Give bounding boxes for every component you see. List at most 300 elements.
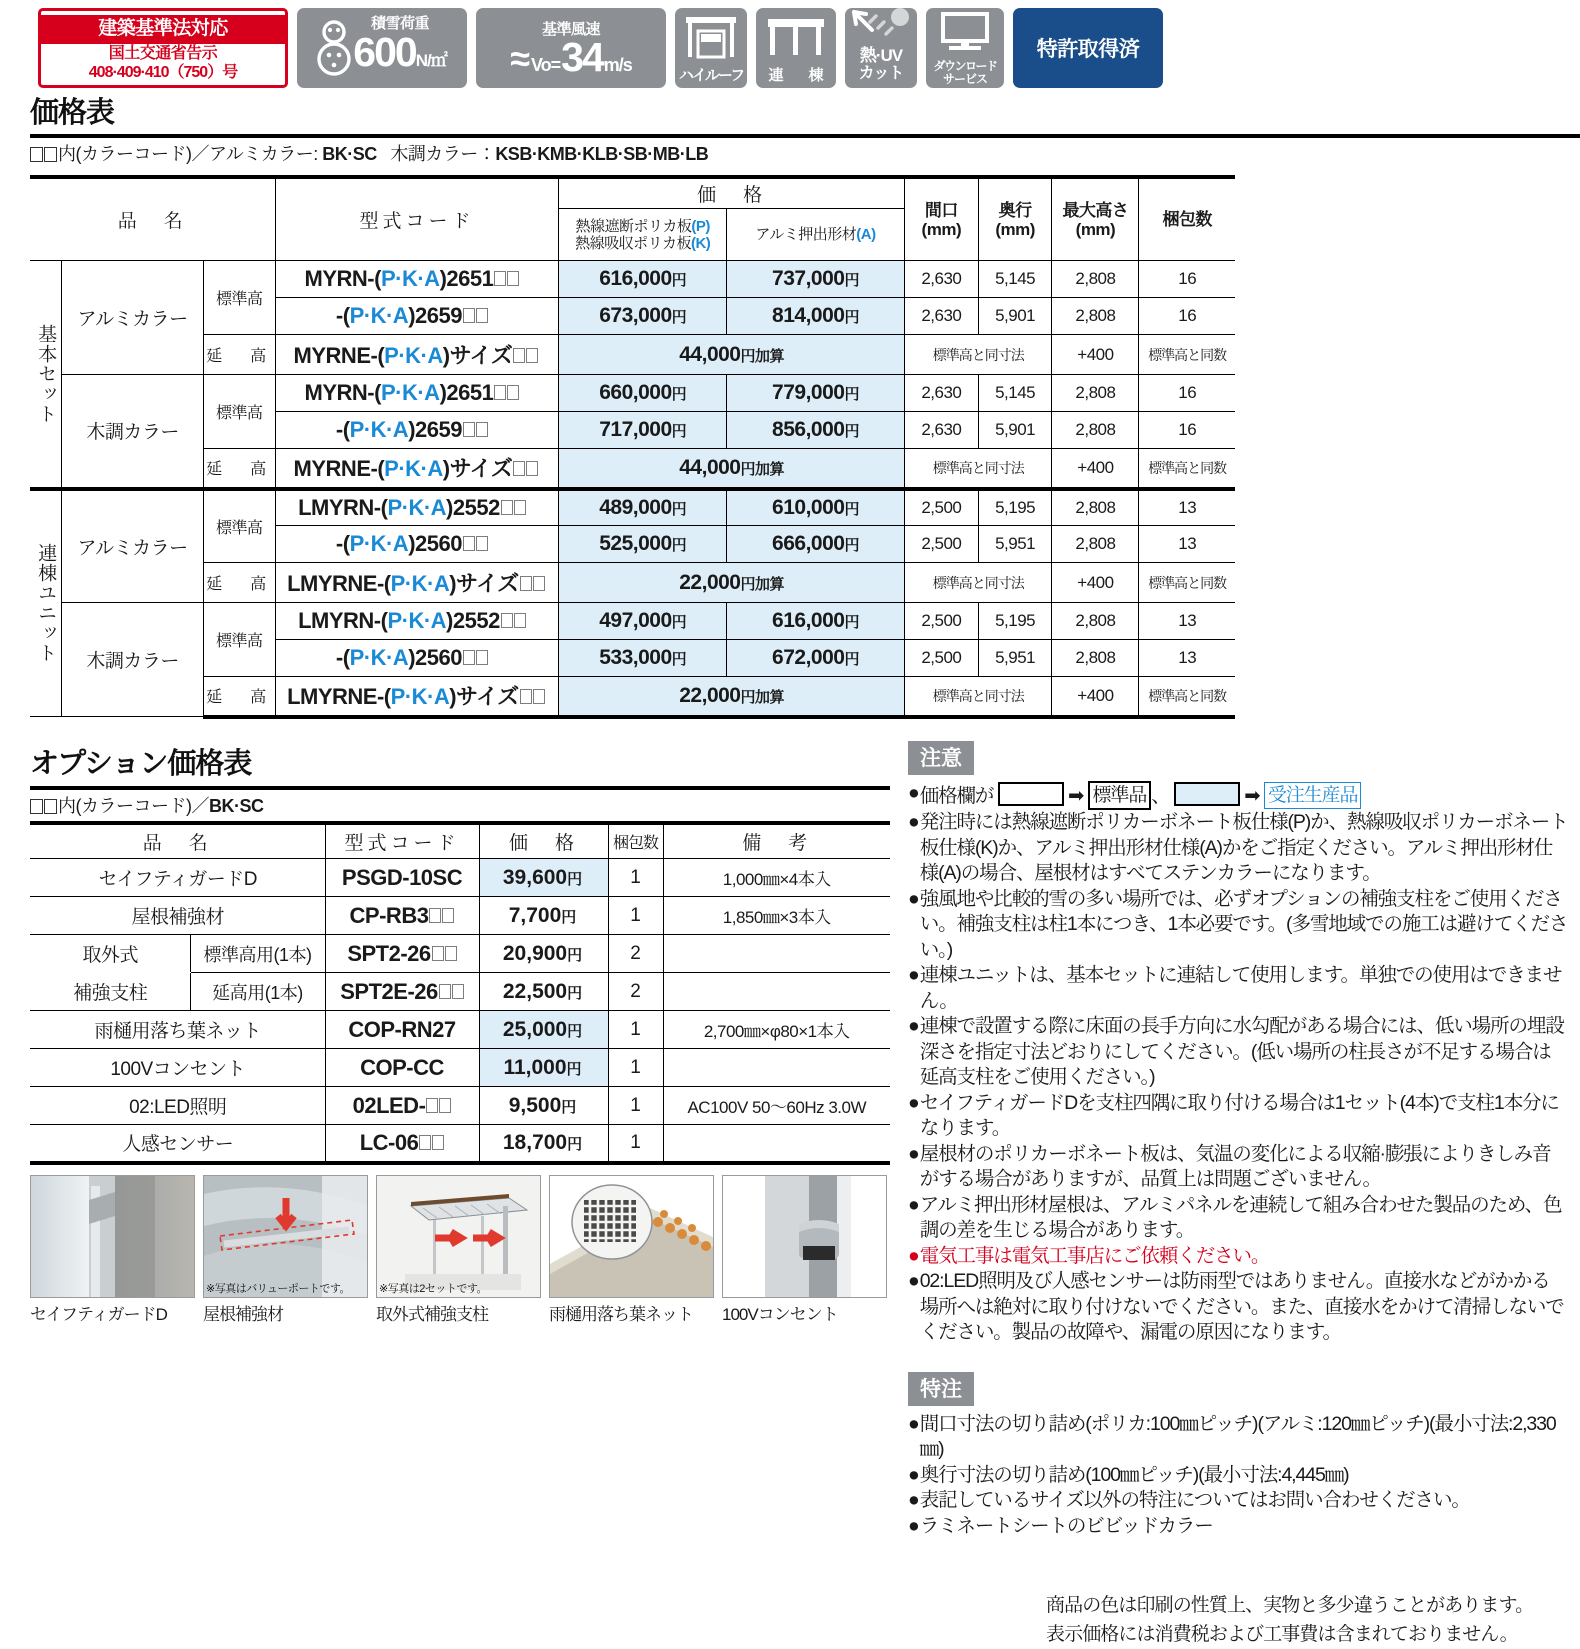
color-label: アルミカラー — [62, 489, 203, 603]
footer-line2: 表示価格には消費税および工事費は含まれておりません。 — [1046, 1620, 1568, 1649]
thumbnail-note: ※写真は2セットです。 — [379, 1280, 487, 1296]
option-row — [30, 973, 890, 1011]
option-remarks: 1,000㎜×4本入 — [663, 859, 890, 897]
max-height-value: 2,808 — [1052, 603, 1139, 640]
options-column — [30, 741, 890, 1649]
depth-value: 5,901 — [978, 412, 1052, 449]
max-height-value: 2,808 — [1052, 412, 1139, 449]
thumbnail-caption: 屋根補強材 — [203, 1298, 368, 1325]
price-section-header — [0, 88, 1580, 169]
price-polycarbonate: 673,000円 — [559, 298, 727, 335]
price-surcharge: 44,000円加算 — [559, 335, 905, 375]
tokuchu-section — [908, 1346, 1568, 1540]
option-row — [30, 1087, 890, 1125]
height-label: 標準高 — [203, 375, 275, 449]
color-box-icon — [44, 147, 57, 162]
option-thumbnail — [722, 1175, 887, 1325]
table-row-extended-height — [30, 677, 1235, 717]
height-label: 標準高 — [203, 603, 275, 677]
color-code-box-icon — [507, 271, 519, 286]
price-alumi: 610,000円 — [727, 489, 905, 526]
max-height-value: 2,808 — [1052, 375, 1139, 412]
depth-value: 5,195 — [978, 489, 1052, 526]
color-code-box-icon — [533, 689, 545, 704]
notice-text: 屋根材のポリカーボネート板は、気温の変化による収縮·膨張によりきしみ音がする場合がありますが、品質上は問題ございません。 — [920, 1142, 1568, 1193]
tokuchu-text: 間口寸法の切り詰め(ポリカ:100㎜ピッチ)(アルミ:120㎜ピッチ)(最小寸法:2,330㎜) — [920, 1412, 1568, 1463]
width-value: 2,630 — [904, 298, 978, 335]
width-value: 2,630 — [904, 261, 978, 298]
model-code: MYRNE-(P·K·A)サイズ — [275, 335, 559, 375]
color-code-box-icon — [439, 1098, 451, 1113]
price-surcharge: 22,000円加算 — [559, 677, 905, 717]
price-alumi: 814,000円 — [727, 298, 905, 335]
bullet-icon: ● — [908, 1269, 920, 1346]
bullet-icon: ● — [908, 1463, 920, 1489]
option-packages: 1 — [608, 1011, 663, 1049]
model-code: LMYRN-(P·K·A)2552 — [275, 603, 559, 640]
bullet-icon: ● — [908, 887, 920, 964]
width-value: 2,500 — [904, 640, 978, 677]
badge-download-service[interactable] — [926, 8, 1004, 88]
multi-bay-icon — [765, 13, 827, 66]
color-code-box-icon — [526, 461, 538, 476]
price-alumi: 666,000円 — [727, 526, 905, 563]
th-max-height: 最大高さ (mm) — [1052, 177, 1139, 261]
model-code: LMYRNE-(P·K·A)サイズ — [275, 677, 559, 717]
packages-value: 16 — [1139, 298, 1235, 335]
max-height-value: 2,808 — [1052, 298, 1139, 335]
price-section-title: 価格表 — [30, 90, 1580, 131]
table-row-extended-height — [30, 563, 1235, 603]
roof-reinforcement-photo — [203, 1175, 368, 1298]
group-label: 連棟ユニット — [30, 489, 62, 717]
option-price: 9,500円 — [479, 1087, 608, 1125]
dimensions-note: 標準高と同寸法 — [904, 449, 1052, 489]
option-thumbnail — [203, 1175, 368, 1325]
option-price: 18,700円 — [479, 1125, 608, 1163]
table-row — [30, 261, 1235, 298]
notice-item — [908, 1142, 1568, 1193]
color-code-box-icon — [463, 308, 475, 323]
color-code-box-icon — [426, 1098, 438, 1113]
price-colorcode-prefix: 内(カラーコード)／アルミカラー: — [58, 144, 318, 164]
option-thumbnail — [376, 1175, 541, 1325]
main-price-table — [30, 175, 1235, 719]
max-height-value: +400 — [1052, 335, 1139, 375]
color-code-box-icon — [476, 422, 488, 437]
notice-text: 発注時には熱線遮断ポリカーボネート板仕様(P)か、熱線吸収ポリカーボネート板仕様(K)か、アルミ押出形材仕様(A)かをご指定ください。アルミ押出形材仕様(A)の場合、屋根材はすべてステンカラーになります。 — [920, 810, 1568, 887]
price-polycarbonate: 489,000円 — [559, 489, 727, 526]
main-price-table-container — [0, 169, 1235, 719]
snow-load-label: 積雪荷重 — [371, 16, 429, 32]
color-box-icon — [44, 799, 57, 814]
width-value: 2,500 — [904, 603, 978, 640]
color-label: 木調カラー — [62, 603, 203, 717]
color-code-box-icon — [432, 946, 444, 961]
notices-column — [908, 741, 1568, 1649]
color-code-box-icon — [526, 348, 538, 363]
opt-th-price: 価 格 — [479, 823, 608, 859]
color-label: 木調カラー — [62, 375, 203, 489]
option-subname: 延高用(1本) — [190, 973, 325, 1011]
color-code-box-icon — [463, 536, 475, 551]
packages-note: 標準高と同数 — [1139, 449, 1235, 489]
model-code: MYRN-(P·K·A)2651 — [275, 375, 559, 412]
option-thumbnail — [549, 1175, 714, 1325]
notice-text: 連棟で設置する際に床面の長手方向に水勾配がある場合には、低い場所の埋設深さを指定寸法どおりにしてください。(低い場所の柱長さが不足する場合は延高支柱をご使用ください。) — [920, 1014, 1568, 1091]
gutter-leaf-net-photo — [549, 1175, 714, 1298]
price-alumi: 672,000円 — [727, 640, 905, 677]
snowman-icon — [317, 19, 351, 77]
opt-th-packages: 梱包数 — [608, 823, 663, 859]
model-code: MYRNE-(P·K·A)サイズ — [275, 449, 559, 489]
option-remarks: AC100V 50〜60Hz 3.0W — [663, 1087, 890, 1125]
badge-high-roof — [675, 8, 747, 88]
option-code: COP-RN27 — [325, 1011, 479, 1049]
option-price: 7,700円 — [479, 897, 608, 935]
color-code-box-icon — [463, 422, 475, 437]
table-row — [30, 603, 1235, 640]
price-polycarbonate: 497,000円 — [559, 603, 727, 640]
post-guard-photo — [30, 1175, 195, 1298]
option-name: 取外式 — [30, 935, 190, 973]
color-code-box-icon — [501, 613, 513, 628]
option-packages: 1 — [608, 859, 663, 897]
bullet-icon: ● — [908, 1193, 920, 1244]
notice-item — [908, 810, 1568, 887]
max-height-value: 2,808 — [1052, 489, 1139, 526]
bullet-icon: ● — [908, 781, 920, 811]
th-depth: 奥行 (mm) — [978, 177, 1052, 261]
dimensions-note: 標準高と同寸法 — [904, 563, 1052, 603]
option-code: 02LED- — [325, 1087, 479, 1125]
tokuchu-text: 奥行寸法の切り詰め(100㎜ピッチ)(最小寸法:4,445㎜) — [920, 1463, 1568, 1489]
snow-load-value: 600 — [353, 32, 415, 72]
option-row — [30, 859, 890, 897]
option-packages: 1 — [608, 1087, 663, 1125]
color-code-box-icon — [452, 984, 464, 999]
model-code: LMYRNE-(P·K·A)サイズ — [275, 563, 559, 603]
snow-load-unit: N/㎡ — [416, 41, 447, 81]
law-line2: 408·409·410（750）号 — [89, 63, 237, 82]
table-row-extended-height — [30, 335, 1235, 375]
option-name: 100Vコンセント — [30, 1049, 325, 1087]
heat-uv-cut-icon — [848, 8, 914, 47]
price-alumi: 856,000円 — [727, 412, 905, 449]
notice-item — [908, 1269, 1568, 1346]
color-box-icon — [30, 799, 43, 814]
table-row — [30, 489, 1235, 526]
color-code-box-icon — [463, 650, 475, 665]
th-width: 間口 (mm) — [904, 177, 978, 261]
opt-th-name: 品 名 — [30, 823, 325, 859]
option-row — [30, 897, 890, 935]
arrow-icon: ➡ — [1068, 785, 1083, 807]
price-alumi: 779,000円 — [727, 375, 905, 412]
bullet-icon: ● — [908, 1488, 920, 1514]
max-height-value: +400 — [1052, 449, 1139, 489]
option-colorcode-line — [30, 790, 890, 821]
patent-label: 特許取得済 — [1037, 33, 1140, 63]
opt-th-code: 型式コード — [325, 823, 479, 859]
option-remarks — [663, 1125, 890, 1163]
price-polycarbonate: 717,000円 — [559, 412, 727, 449]
max-height-value: +400 — [1052, 563, 1139, 603]
model-code: LMYRN-(P·K·A)2552 — [275, 489, 559, 526]
arrow-icon: ➡ — [1244, 785, 1259, 807]
notice-heading: 注意 — [908, 741, 974, 775]
tokuchu-item — [908, 1463, 1568, 1489]
option-packages: 2 — [608, 935, 663, 973]
depth-value: 5,951 — [978, 640, 1052, 677]
notice-text: 強風地や比較的雪の多い場所では、必ずオプションの補強支柱をご使用ください。補強支柱は柱1本につき、1本必要です。(多雪地域での施工は避けてください。) — [920, 887, 1568, 964]
width-value: 2,630 — [904, 375, 978, 412]
option-remarks — [663, 1049, 890, 1087]
dimensions-note: 標準高と同寸法 — [904, 677, 1052, 717]
height-label-extended: 延 高 — [203, 563, 275, 603]
color-code-box-icon — [514, 613, 526, 628]
tokuchu-text: ラミネートシートのビビッドカラー — [920, 1514, 1568, 1540]
wood-colors: KSB·KMB·KLB·SB·MB·LB — [495, 144, 708, 164]
price-surcharge: 22,000円加算 — [559, 563, 905, 603]
outlet-photo — [722, 1175, 887, 1298]
model-code: MYRN-(P·K·A)2651 — [275, 261, 559, 298]
option-price: 39,600円 — [479, 859, 608, 897]
packages-note: 標準高と同数 — [1139, 677, 1235, 717]
option-code: SPT2E-26 — [325, 973, 479, 1011]
option-packages: 1 — [608, 1049, 663, 1087]
color-code-box-icon — [494, 385, 506, 400]
high-roof-label: ハイルーフ — [679, 68, 743, 84]
header-badge-bar — [0, 0, 1580, 88]
thumbnail-caption: 取外式補強支柱 — [376, 1298, 541, 1325]
wind-speed-value: 34 — [561, 38, 603, 76]
monitor-download-icon — [937, 11, 993, 60]
removable-support-post-photo — [376, 1175, 541, 1298]
color-code-box-icon — [514, 500, 526, 515]
thumbnail-caption: セイフティガードD — [30, 1298, 195, 1325]
badge-patent — [1013, 8, 1163, 88]
bullet-icon: ● — [908, 1514, 920, 1540]
color-label: アルミカラー — [62, 261, 203, 375]
notice-item — [908, 1193, 1568, 1244]
packages-value: 16 — [1139, 412, 1235, 449]
notice-list — [908, 810, 1568, 1346]
price-alumi: 616,000円 — [727, 603, 905, 640]
width-value: 2,630 — [904, 412, 978, 449]
table-row — [30, 375, 1235, 412]
option-row — [30, 1049, 890, 1087]
packages-value: 16 — [1139, 375, 1235, 412]
color-code-box-icon — [445, 946, 457, 961]
color-code-box-icon — [442, 908, 454, 923]
alumi-colors: BK·SC — [322, 144, 377, 164]
badge-heat-uv-cut — [845, 8, 917, 88]
max-height-value: 2,808 — [1052, 526, 1139, 563]
option-remarks — [663, 973, 890, 1011]
height-label-extended: 延 高 — [203, 449, 275, 489]
dimensions-note: 標準高と同寸法 — [904, 335, 1052, 375]
height-label: 標準高 — [203, 261, 275, 335]
carport-highroof-icon — [683, 13, 739, 66]
depth-value: 5,195 — [978, 603, 1052, 640]
option-code: LC-06 — [325, 1125, 479, 1163]
price-polycarbonate: 525,000円 — [559, 526, 727, 563]
notice-item — [908, 1091, 1568, 1142]
color-code-box-icon — [476, 536, 488, 551]
option-packages: 2 — [608, 973, 663, 1011]
th-price-polycarbonate: 熱線遮断ポリカ板(P) 熱線吸収ポリカ板(K) — [559, 209, 727, 261]
color-box-icon — [30, 147, 43, 162]
badge-building-standards-law — [38, 8, 288, 88]
max-height-value: 2,808 — [1052, 261, 1139, 298]
option-packages: 1 — [608, 897, 663, 935]
notice-item — [908, 1014, 1568, 1091]
model-code: -(P·K·A)2560 — [275, 526, 559, 563]
model-code: -(P·K·A)2560 — [275, 640, 559, 677]
option-remarks: 1,850㎜×3本入 — [663, 897, 890, 935]
wind-speed-unit: m/s — [604, 55, 632, 76]
bullet-icon: ● — [908, 1014, 920, 1091]
packages-value: 13 — [1139, 640, 1235, 677]
height-label-extended: 延 高 — [203, 335, 275, 375]
color-code-box-icon — [501, 500, 513, 515]
option-name: 屋根補強材 — [30, 897, 325, 935]
option-price: 25,000円 — [479, 1011, 608, 1049]
bullet-icon: ● — [908, 1244, 920, 1270]
color-code-box-icon — [513, 348, 525, 363]
notice-text: セイフティガードDを支柱四隅に取り付ける場合は1セット(4本)で支柱1本分になります。 — [920, 1091, 1568, 1142]
price-polycarbonate: 616,000円 — [559, 261, 727, 298]
color-code-box-icon — [476, 308, 488, 323]
color-code-box-icon — [533, 576, 545, 591]
height-label-extended: 延 高 — [203, 677, 275, 717]
color-code-box-icon — [507, 385, 519, 400]
color-code-box-icon — [429, 908, 441, 923]
price-polycarbonate: 660,000円 — [559, 375, 727, 412]
tokuchu-item — [908, 1514, 1568, 1540]
option-subname: 標準高用(1本) — [190, 935, 325, 973]
max-height-value: +400 — [1052, 677, 1139, 717]
color-code-box-icon — [432, 1135, 444, 1150]
tokuchu-text: 表記しているサイズ以外の特注についてはお問い合わせください。 — [920, 1488, 1568, 1514]
notice-item — [908, 1244, 1568, 1270]
packages-value: 16 — [1139, 261, 1235, 298]
option-name: 02:LED照明 — [30, 1087, 325, 1125]
option-name: 人感センサー — [30, 1125, 325, 1163]
option-name: 雨樋用落ち葉ネット — [30, 1011, 325, 1049]
option-price: 20,900円 — [479, 935, 608, 973]
width-value: 2,500 — [904, 489, 978, 526]
standard-product-label: 標準品 — [1088, 781, 1152, 811]
color-code-box-icon — [494, 271, 506, 286]
thumbnail-caption: 100Vコンセント — [722, 1298, 887, 1325]
notice-text: 連棟ユニットは、基本セットに連結して使用します。単独での使用はできません。 — [920, 963, 1568, 1014]
download-line1: ダウンロード — [933, 60, 996, 73]
height-label: 標準高 — [203, 489, 275, 563]
badge-wind-speed — [476, 8, 666, 88]
model-code: -(P·K·A)2659 — [275, 298, 559, 335]
th-price-alumi: アルミ押出形材(A) — [727, 209, 905, 261]
white-swatch-icon — [998, 782, 1064, 806]
bullet-icon: ● — [908, 810, 920, 887]
heat-uv-line2: カット — [859, 65, 904, 82]
option-packages: 1 — [608, 1125, 663, 1163]
color-code-box-icon — [476, 650, 488, 665]
option-colorcode-prefix: 内(カラーコード)／ — [58, 796, 209, 816]
group-label: 基本セット — [30, 261, 62, 489]
thumbnail-caption: 雨樋用落ち葉ネット — [549, 1298, 714, 1325]
depth-value: 5,145 — [978, 375, 1052, 412]
bullet-icon: ● — [908, 1412, 920, 1463]
th-model-code: 型式コード — [275, 177, 559, 261]
tokuchu-heading: 特注 — [908, 1372, 974, 1406]
notice-text: 電気工事は電気工事店にご依頼ください。 — [920, 1244, 1568, 1270]
max-height-value: 2,808 — [1052, 640, 1139, 677]
option-row — [30, 935, 890, 973]
option-thumbnail-strip — [30, 1165, 890, 1325]
option-section-title: オプション価格表 — [30, 741, 890, 782]
option-name: 補強支柱 — [30, 973, 190, 1011]
table-row-extended-height — [30, 449, 1235, 489]
depth-value: 5,145 — [978, 261, 1052, 298]
badge-multi-bay — [756, 8, 836, 88]
bullet-icon: ● — [908, 1091, 920, 1142]
badge-snow-load — [297, 8, 467, 88]
notice-item — [908, 887, 1568, 964]
tokuchu-item — [908, 1488, 1568, 1514]
bullet-icon: ● — [908, 1142, 920, 1193]
notice-text: アルミ押出形材屋根は、アルミパネルを連続して組み合わせた製品のため、色調の差を生じる場合があります。 — [920, 1193, 1568, 1244]
option-price: 22,500円 — [479, 973, 608, 1011]
option-row — [30, 1011, 890, 1049]
option-remarks — [663, 935, 890, 973]
thumbnail-note: ※写真はバリューポートです。 — [206, 1280, 350, 1296]
tokuchu-list — [908, 1412, 1568, 1540]
width-value: 2,500 — [904, 526, 978, 563]
wood-color-label: 木調カラー： — [390, 144, 495, 164]
law-title: 建築基準法対応 — [41, 15, 285, 44]
heat-uv-line1: 熱·UV — [860, 47, 902, 65]
tokuchu-item — [908, 1412, 1568, 1463]
notice-legend-item — [908, 781, 1568, 811]
opt-th-remarks: 備 考 — [663, 823, 890, 859]
color-code-box-icon — [513, 461, 525, 476]
download-line2: サービス — [943, 73, 987, 86]
color-code-box-icon — [520, 576, 532, 591]
multi-bay-label: 連 棟 — [763, 68, 828, 84]
packages-value: 13 — [1139, 489, 1235, 526]
bullet-icon: ● — [908, 963, 920, 1014]
th-product-name: 品 名 — [30, 177, 275, 261]
made-to-order-label: 受注生産品 — [1264, 782, 1362, 810]
option-thumbnail — [30, 1175, 195, 1325]
price-alumi: 737,000円 — [727, 261, 905, 298]
lower-section — [0, 719, 1580, 1649]
option-price-table — [30, 821, 890, 1165]
model-code: -(P·K·A)2659 — [275, 412, 559, 449]
notice-legend-text: 価格欄が ➡ 標準品 、 ➡ 受注生産品 — [920, 781, 1568, 811]
option-code: COP-CC — [325, 1049, 479, 1087]
option-code: PSGD-10SC — [325, 859, 479, 897]
packages-note: 標準高と同数 — [1139, 335, 1235, 375]
option-row — [30, 1125, 890, 1163]
approx-icon: ≈ — [510, 42, 530, 76]
option-price: 11,000円 — [479, 1049, 608, 1087]
footer-note — [908, 1539, 1568, 1649]
price-colorcode-line — [30, 138, 1580, 169]
law-line1: 国土交通省告示 — [109, 44, 218, 63]
